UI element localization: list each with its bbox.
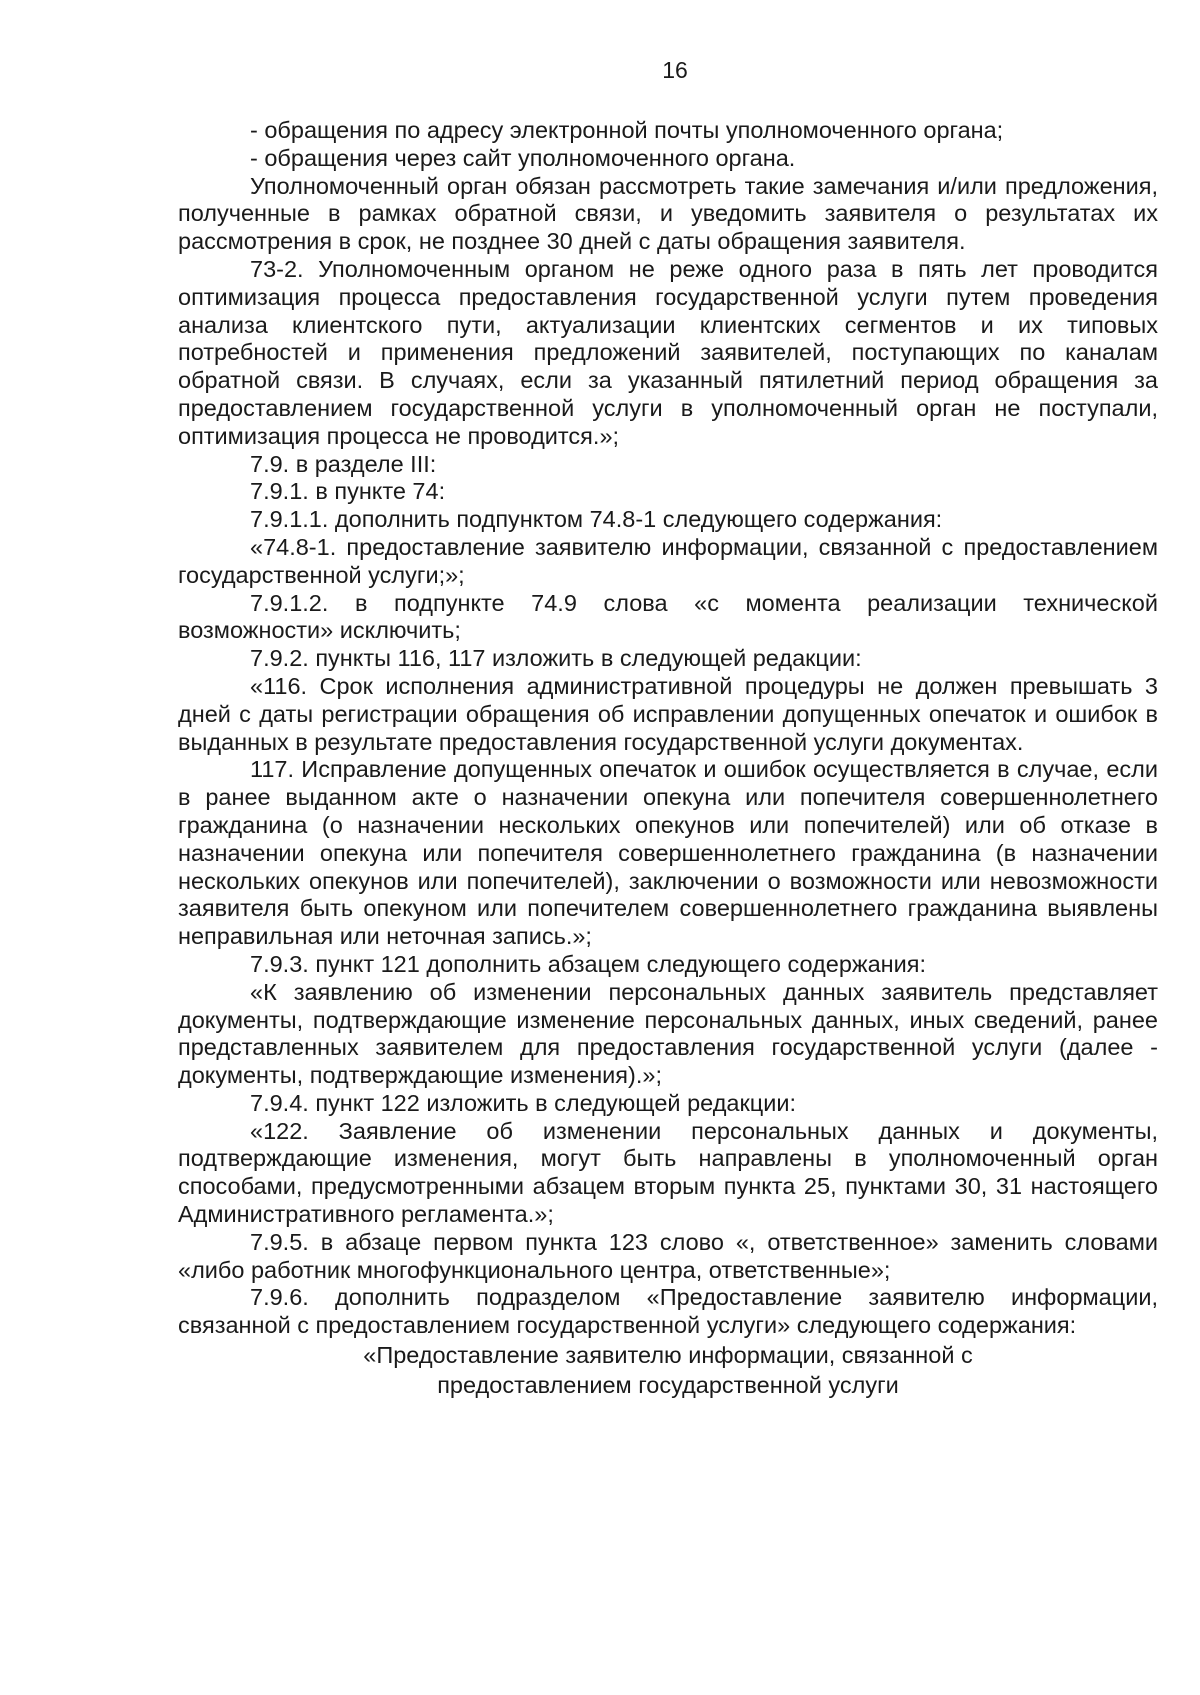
paragraph-review-obligation: Уполномоченный орган обязан рассмотреть такие замечания и/или предложения, полученные в рамках обратной связи, и уведомить заявителя о результатах их рассмотрения в срок, не позднее 30 дней с даты обращения заявителя. [178,172,1158,255]
paragraph-116: «116. Срок исполнения административной процедуры не должен превышать 3 дней с даты регистрации обращения об исправлении допущенных опечаток и ошибок в выданных в результате предоставления государственной услуги документах. [178,672,1158,755]
subsection-heading-line-2: предоставлением государственной услуги [437,1371,899,1398]
paragraph-site-appeals: - обращения через сайт уполномоченного органа. [250,144,796,171]
paragraph-73-2: 73-2. Уполномоченным органом не реже одного раза в пять лет проводится оптимизация процесса предоставления государственной услуги путем проведения анализа клиентского пути, актуализации клиентских сегментов и их типовых потребностей и применения предложений заявителей, поступающих по каналам обратной связи. В случаях, если за указанный пятилетний период обращения за предоставлением государственной услуги в уполномоченный орган не поступали, оптимизация процесса не проводится.»; [178,255,1158,449]
paragraph-122: «122. Заявление об изменении персональных данных и документы, подтверждающие изменения, могут быть направлены в уполномоченный орган способами, предусмотренными абзацем вторым пункта 25, пунктами 30, 31 настоящего Административного регламента.»; [178,1117,1158,1228]
document-body [178,117,1158,1400]
paragraph-7-9-5: 7.9.5. в абзаце первом пункта 123 слово «, ответственное» заменить словами «либо работник многофункционального центра, ответственные»; [178,1228,1158,1283]
paragraph-117: 117. Исправление допущенных опечаток и ошибок осуществляется в случае, если в ранее выданном акте о назначении опекуна или попечителя совершеннолетнего гражданина (о назначении нескольких опекунов или попечителей) или об отказе в назначении опекуна или попечителя совершеннолетнего гражданина (в назначении нескольких опекунов или попечителей), заключении о возможности или невозможности заявителя быть опекуном или попечителем совершеннолетнего гражданина выявлены неправильная или неточная запись.»; [178,756,1158,950]
paragraph-7-9-1-1: 7.9.1.1. дополнить подпунктом 74.8-1 следующего содержания: [250,506,943,533]
paragraph-74-8-1: «74.8-1. предоставление заявителю информации, связанной с предоставлением государственной услуги;»; [178,533,1158,588]
paragraph-7-9-1: 7.9.1. в пункте 74: [250,478,446,505]
page-number: 16 [662,57,688,83]
paragraph-121-addition: «К заявлению об изменении персональных данных заявитель представляет документы, подтверждающие изменение персональных данных, иных сведений, ранее представленных заявителем для предоставления государственной услуги (далее - документы, подтверждающие изменения).»; [178,978,1158,1089]
paragraph-7-9-3: 7.9.3. пункт 121 дополнить абзацем следующего содержания: [250,950,927,977]
subsection-heading-line-1: «Предоставление заявителю информации, связанной с [363,1342,973,1369]
paragraph-7-9-1-2: 7.9.1.2. в подпункте 74.9 слова «с момента реализации технической возможности» исключить; [178,589,1158,644]
paragraph-7-9-4: 7.9.4. пункт 122 изложить в следующей редакции: [250,1089,796,1116]
paragraph-email-appeals: - обращения по адресу электронной почты уполномоченного органа; [250,117,1004,143]
paragraph-7-9-6: 7.9.6. дополнить подразделом «Предоставление заявителю информации, связанной с предоставлением государственной услуги» следующего содержания: [178,1284,1158,1339]
paragraph-7-9-2: 7.9.2. пункты 116, 117 изложить в следующей редакции: [250,645,862,672]
paragraph-7-9: 7.9. в разделе III: [250,450,437,477]
